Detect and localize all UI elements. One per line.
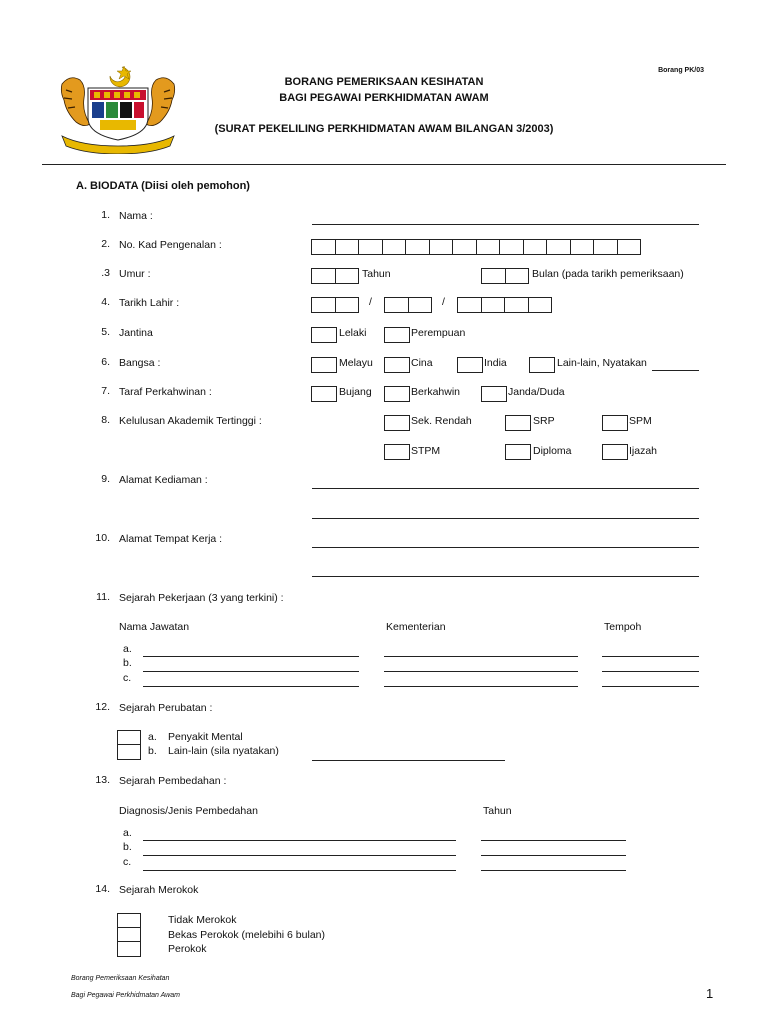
degree-checkbox[interactable] [602, 444, 628, 460]
field-13-number: 13. [95, 774, 110, 786]
field-12-label: Sejarah Perubatan : [119, 702, 213, 714]
section-a-heading: A. BIODATA (Diisi oleh pemohon) [76, 180, 250, 192]
degree-label: Ijazah [629, 445, 658, 457]
form-title: BORANG PEMERIKSAAN KESIHATAN [284, 76, 484, 88]
field-6-label: Bangsa : [119, 357, 161, 369]
row-a-label: a. [123, 827, 132, 839]
duration-b-input[interactable] [602, 671, 699, 672]
field-10-label: Alamat Tempat Kerja : [119, 533, 223, 545]
spm-label: SPM [629, 415, 652, 427]
primary-school-label: Sek. Rendah [411, 415, 472, 427]
single-checkbox[interactable] [311, 386, 337, 402]
single-label: Bujang [339, 386, 372, 398]
ex-smoker-label: Bekas Perokok (melebihi 6 bulan) [168, 929, 325, 941]
job-title-b-input[interactable] [143, 671, 359, 672]
smoker-label: Perokok [168, 943, 207, 955]
mental-illness-checkbox[interactable] [117, 730, 141, 745]
spm-checkbox[interactable] [602, 415, 628, 431]
widowed-label: Janda/Duda [508, 386, 565, 398]
field-3-label: Umur : [119, 268, 151, 280]
other-medical-input[interactable] [312, 760, 505, 761]
ic-number-input[interactable] [311, 239, 640, 255]
widowed-checkbox[interactable] [481, 386, 507, 402]
field-2-label: No. Kad Pengenalan : [119, 239, 222, 251]
row-b-label: b. [123, 657, 132, 669]
field-5-label: Jantina [119, 327, 153, 339]
female-checkbox[interactable] [384, 327, 410, 343]
home-address-line-1[interactable] [312, 488, 699, 489]
work-address-line-1[interactable] [312, 547, 699, 548]
mental-illness-letter: a. [148, 731, 157, 743]
row-a-label: a. [123, 643, 132, 655]
field-5-number: 5. [101, 326, 110, 338]
row-c-label: c. [123, 856, 132, 868]
field-10-number: 10. [95, 532, 110, 544]
duration-header: Tempoh [604, 621, 642, 633]
diploma-label: Diploma [533, 445, 572, 457]
other-race-label: Lain-lain, Nyatakan [557, 357, 647, 369]
form-reference: Borang PK/03 [658, 67, 704, 74]
diagnosis-a-input[interactable] [143, 840, 456, 841]
field-2-number: 2. [101, 238, 110, 250]
header-divider [42, 164, 726, 165]
work-address-line-2[interactable] [312, 576, 699, 577]
dob-year-input[interactable] [457, 297, 551, 313]
ex-smoker-checkbox[interactable] [117, 927, 141, 942]
other-medical-letter: b. [148, 745, 157, 757]
field-4-number: 4. [101, 296, 110, 308]
field-8-label: Kelulusan Akademik Tertinggi : [119, 415, 262, 427]
married-checkbox[interactable] [384, 386, 410, 402]
field-9-number: 9. [101, 473, 110, 485]
ministry-header: Kementerian [386, 621, 446, 633]
duration-c-input[interactable] [602, 686, 699, 687]
job-title-c-input[interactable] [143, 686, 359, 687]
dob-day-input[interactable] [311, 297, 358, 313]
diagnosis-b-input[interactable] [143, 855, 456, 856]
srp-checkbox[interactable] [505, 415, 531, 431]
circular-reference: (SURAT PEKELILING PERKHIDMATAN AWAM BILANGAN 3/2003) [214, 123, 554, 135]
male-checkbox[interactable] [311, 327, 337, 343]
chinese-label: Cina [411, 357, 433, 369]
diagnosis-header: Diagnosis/Jenis Pembedahan [119, 805, 258, 817]
ministry-a-input[interactable] [384, 656, 578, 657]
mental-illness-label: Penyakit Mental [168, 731, 243, 743]
surgery-year-header: Tahun [483, 805, 512, 817]
smoker-checkbox[interactable] [117, 941, 141, 957]
chinese-checkbox[interactable] [384, 357, 410, 373]
diploma-checkbox[interactable] [505, 444, 531, 460]
age-months-input[interactable] [481, 268, 528, 284]
non-smoker-label: Tidak Merokok [168, 914, 237, 926]
row-c-label: c. [123, 672, 132, 684]
surgery-year-a-input[interactable] [481, 840, 626, 841]
indian-label: India [484, 357, 507, 369]
indian-checkbox[interactable] [457, 357, 483, 373]
page-number: 1 [706, 986, 714, 1001]
field-9-label: Alamat Kediaman : [119, 474, 208, 486]
date-separator: / [442, 296, 445, 308]
married-label: Berkahwin [411, 386, 461, 398]
stpm-label: STPM [411, 445, 441, 457]
footer-title: Borang Pemeriksaan Kesihatan [71, 975, 170, 982]
job-title-header: Nama Jawatan [119, 621, 190, 633]
footer-subtitle: Bagi Pegawai Perkhidmatan Awam [71, 992, 180, 999]
other-race-checkbox[interactable] [529, 357, 555, 373]
field-14-number: 14. [95, 883, 110, 895]
female-label: Perempuan [411, 327, 466, 339]
name-input[interactable] [312, 224, 699, 225]
field-8-number: 8. [101, 414, 110, 426]
ministry-c-input[interactable] [384, 686, 578, 687]
duration-a-input[interactable] [602, 656, 699, 657]
non-smoker-checkbox[interactable] [117, 913, 141, 928]
malay-label: Melayu [339, 357, 373, 369]
form-subtitle: BAGI PEGAWAI PERKHIDMATAN AWAM [279, 92, 489, 104]
field-1-label: Nama : [119, 210, 153, 222]
male-label: Lelaki [339, 327, 367, 339]
other-medical-label: Lain-lain (sila nyatakan) [168, 745, 279, 757]
row-b-label: b. [123, 841, 132, 853]
field-1-number: 1. [101, 209, 110, 221]
field-7-label: Taraf Perkahwinan : [119, 386, 212, 398]
surgery-year-b-input[interactable] [481, 855, 626, 856]
years-label: Tahun [362, 268, 391, 280]
field-7-number: 7. [101, 385, 110, 397]
other-medical-checkbox[interactable] [117, 744, 141, 760]
field-4-label: Tarikh Lahir : [119, 297, 180, 309]
job-title-a-input[interactable] [143, 656, 359, 657]
field-3-number: .3 [101, 267, 110, 279]
field-12-number: 12. [95, 701, 110, 713]
field-13-label: Sejarah Pembedahan : [119, 775, 227, 787]
field-11-number: 11. [96, 591, 110, 603]
home-address-line-2[interactable] [312, 518, 699, 519]
ministry-b-input[interactable] [384, 671, 578, 672]
field-6-number: 6. [101, 356, 110, 368]
field-11-label: Sejarah Pekerjaan (3 yang terkini) : [119, 592, 284, 604]
dob-month-input[interactable] [384, 297, 431, 313]
field-14-label: Sejarah Merokok [119, 884, 199, 896]
date-separator: / [369, 296, 372, 308]
diagnosis-c-input[interactable] [143, 870, 456, 871]
months-label: Bulan (pada tarikh pemeriksaan) [532, 268, 684, 280]
srp-label: SRP [533, 415, 555, 427]
age-years-input[interactable] [311, 268, 358, 284]
other-race-input[interactable] [652, 370, 699, 371]
primary-school-checkbox[interactable] [384, 415, 410, 431]
malay-checkbox[interactable] [311, 357, 337, 373]
stpm-checkbox[interactable] [384, 444, 410, 460]
surgery-year-c-input[interactable] [481, 870, 626, 871]
